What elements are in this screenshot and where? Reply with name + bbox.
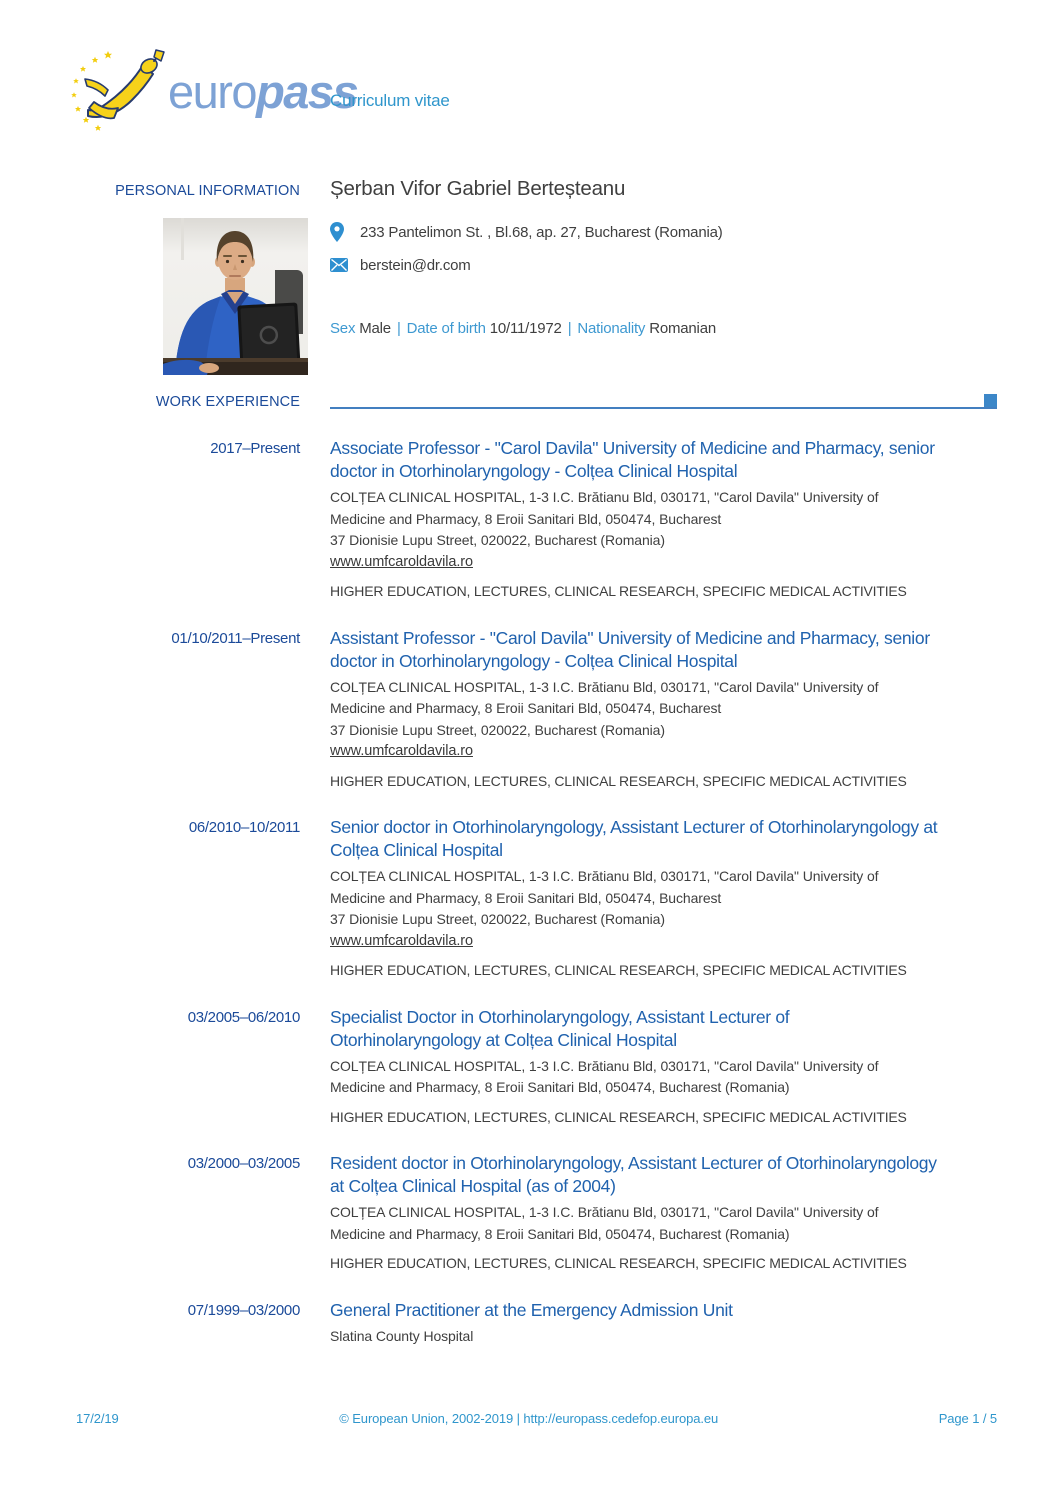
entry-date: 03/2000–03/2005 <box>187 1155 300 1172</box>
profile-photo <box>163 218 308 375</box>
entry-content <box>330 1299 997 1348</box>
date-of-birth-value: 10/11/1972 <box>489 320 562 337</box>
location-pin-icon <box>330 222 350 242</box>
work-entry <box>0 627 1058 793</box>
personal-information-heading: PERSONAL INFORMATION <box>115 183 300 199</box>
sex-label: Sex <box>330 320 356 337</box>
entry-activities: HIGHER EDUCATION, LECTURES, CLINICAL RESEARCH, SPECIFIC MEDICAL ACTIVITIES <box>330 1108 907 1125</box>
email-icon <box>330 258 350 272</box>
entry-title: Specialist Doctor in Otorhinolaryngology, Assistant Lecturer of Otorhinolaryngology at Colțea Clinical Hospital <box>330 1006 790 1050</box>
entry-activities: HIGHER EDUCATION, LECTURES, CLINICAL RESEARCH, SPECIFIC MEDICAL ACTIVITIES <box>330 583 907 599</box>
entry-website-link[interactable]: www.umfcaroldavila.ro <box>330 553 473 570</box>
europass-logo <box>70 48 357 134</box>
demographics-line <box>330 320 716 337</box>
entry-activities: HIGHER EDUCATION, LECTURES, CLINICAL RESEARCH, SPECIFIC MEDICAL ACTIVITIES <box>330 1255 907 1271</box>
entry-title: Associate Professor - "Carol Davila" University of Medicine and Pharmacy, senior doctor in Otorhinolaryngology - Colțea Clinical Hospital <box>330 438 935 481</box>
entry-website-link[interactable]: www.umfcaroldavila.ro <box>330 932 473 949</box>
work-entries <box>0 437 1058 1371</box>
entry-date: 07/1999–03/2000 <box>187 1301 300 1319</box>
nationality-label: Nationality <box>577 320 646 337</box>
section-rule <box>330 391 997 412</box>
work-entry <box>0 816 1058 982</box>
work-entry <box>0 1152 1058 1275</box>
email-row <box>330 254 723 276</box>
logo-pass-text: pass <box>256 64 358 118</box>
date-of-birth-label: Date of birth <box>406 320 486 337</box>
entry-content <box>330 1006 997 1129</box>
entry-content <box>330 627 997 793</box>
separator: | <box>567 320 572 337</box>
document-type-label: Curriculum vitae <box>330 91 450 110</box>
entry-website-link[interactable]: www.umfcaroldavila.ro <box>330 743 473 759</box>
entry-title: Senior doctor in Otorhinolaryngology, Assistant Lecturer of Otorhinolaryngology at Colțea Clinical Hospital <box>330 817 938 860</box>
personal-information-row <box>0 177 1058 201</box>
entry-org: COLȚEA CLINICAL HOSPITAL, 1-3 I.C. Brătianu Bld, 030171, "Carol Davila" University of Medicine and Pharmacy, 8 Eroii Sanitari Bld, 050474, Bucharest 37 Dionisie Lupu Street, 020022, Bucharest (Romania) <box>330 489 879 548</box>
separator: | <box>396 320 401 337</box>
nationality-value: Romanian <box>649 320 716 337</box>
entry-activities: HIGHER EDUCATION, LECTURES, CLINICAL RESEARCH, SPECIFIC MEDICAL ACTIVITIES <box>330 962 907 978</box>
address-text: 233 Pantelimon St. , Bl.68, ap. 27, Bucharest (Romania) <box>360 223 723 241</box>
work-experience-heading: WORK EXPERIENCE <box>155 394 300 410</box>
work-entry <box>0 437 1058 603</box>
entry-org: COLȚEA CLINICAL HOSPITAL, 1-3 I.C. Brătianu Bld, 030171, "Carol Davila" University of Medicine and Pharmacy, 8 Eroii Sanitari Bld, 050474, Bucharest 37 Dionisie Lupu Street, 020022, Bucharest (Romania) <box>330 678 879 738</box>
work-entry <box>0 1006 1058 1129</box>
footer-date: 17/2/19 <box>76 1411 119 1426</box>
europass-wordmark <box>168 64 358 118</box>
entry-date: 01/10/2011–Present <box>171 629 300 647</box>
entry-title: General Practitioner at the Emergency Admission Unit <box>330 1299 733 1320</box>
work-experience-header <box>0 391 1058 412</box>
entry-activities: HIGHER EDUCATION, LECTURES, CLINICAL RESEARCH, SPECIFIC MEDICAL ACTIVITIES <box>330 772 907 789</box>
entry-date: 06/2010–10/2011 <box>188 819 300 836</box>
entry-org: Slatina County Hospital <box>330 1327 474 1344</box>
footer-copyright: © European Union, 2002-2019 | http://europass.cedefop.europa.eu <box>339 1411 719 1426</box>
entry-title: Assistant Professor - "Carol Davila" University of Medicine and Pharmacy, senior doctor in Otorhinolaryngology - Colțea Clinical Hospital <box>330 627 930 671</box>
sex-value: Male <box>359 320 391 337</box>
person-name: Șerban Vifor Gabriel Berteșteanu <box>330 177 626 200</box>
footer-page-number: Page 1 / 5 <box>938 1411 997 1426</box>
entry-org: COLȚEA CLINICAL HOSPITAL, 1-3 I.C. Brătianu Bld, 030171, "Carol Davila" University of Medicine and Pharmacy, 8 Eroii Sanitari Bld, 050474, Bucharest (Romania) <box>330 1204 879 1242</box>
contact-block <box>330 221 723 287</box>
entry-date: 03/2005–06/2010 <box>187 1008 300 1026</box>
entry-org: COLȚEA CLINICAL HOSPITAL, 1-3 I.C. Brătianu Bld, 030171, "Carol Davila" University of Medicine and Pharmacy, 8 Eroii Sanitari Bld, 050474, Bucharest (Romania) <box>330 1057 879 1095</box>
address-row <box>330 221 723 243</box>
logo-euro-text: euro <box>168 64 257 118</box>
section-rule-line <box>330 407 997 409</box>
entry-date: 2017–Present <box>210 440 300 457</box>
entry-content <box>330 816 997 982</box>
page-footer <box>76 1411 997 1426</box>
entry-content <box>330 437 997 603</box>
email-text: berstein@dr.com <box>360 256 471 274</box>
entry-org: COLȚEA CLINICAL HOSPITAL, 1-3 I.C. Brătianu Bld, 030171, "Carol Davila" University of Medicine and Pharmacy, 8 Eroii Sanitari Bld, 050474, Bucharest 37 Dionisie Lupu Street, 020022, Bucharest (Romania) <box>330 868 879 927</box>
section-rule-square <box>984 394 997 407</box>
europass-figure-icon <box>70 48 166 134</box>
entry-title: Resident doctor in Otorhinolaryngology, Assistant Lecturer of Otorhinolaryngology at Colțea Clinical Hospital (as of 2004) <box>330 1153 937 1196</box>
work-entry <box>0 1299 1058 1348</box>
entry-content <box>330 1152 997 1275</box>
